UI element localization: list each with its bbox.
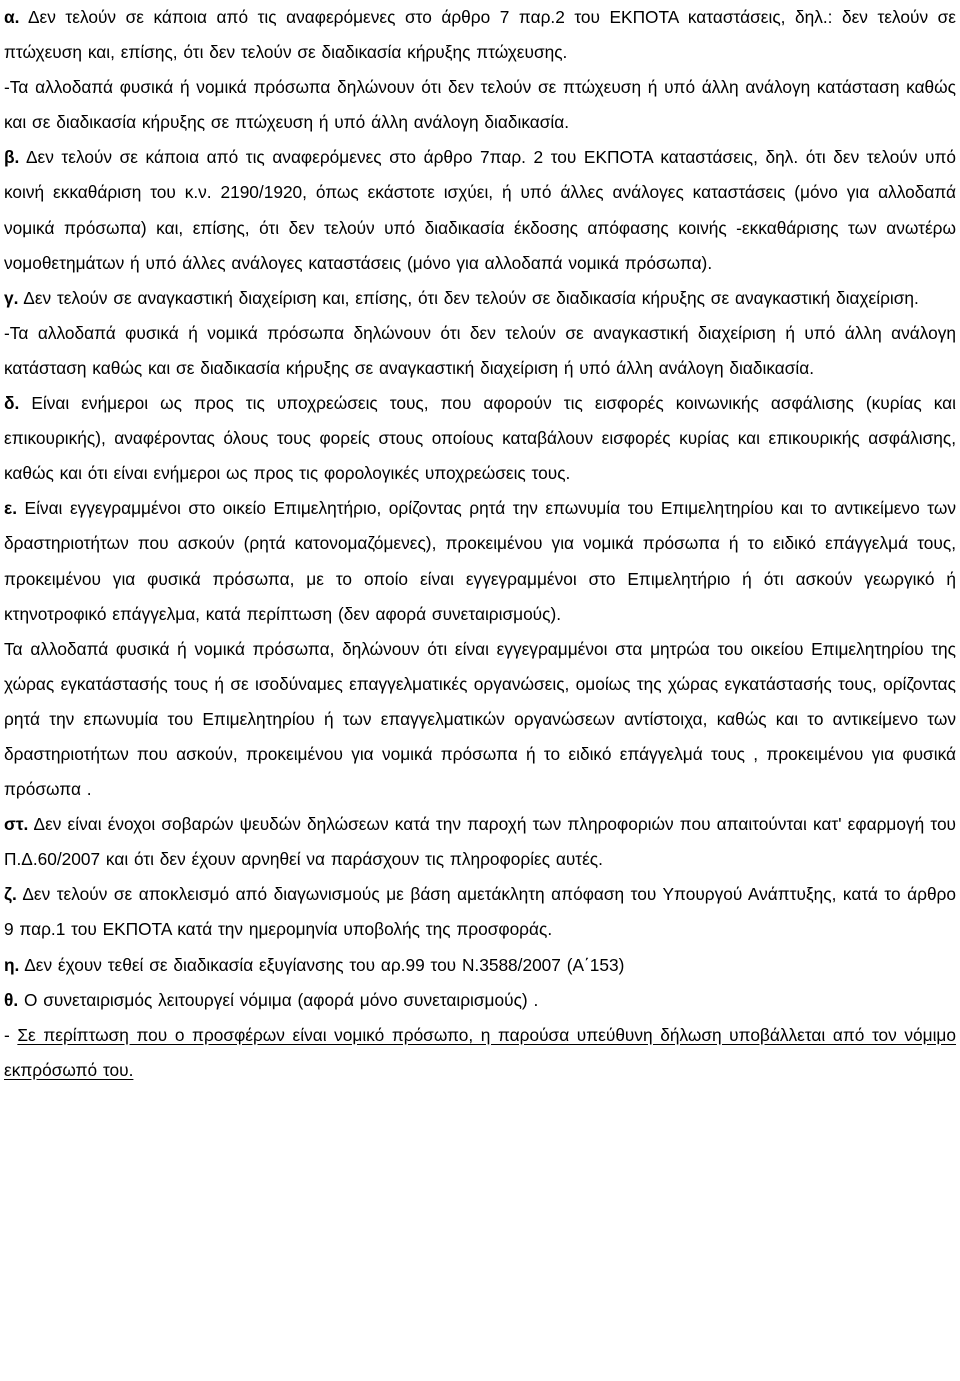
closing-note-dash: - [4, 1024, 18, 1045]
paragraph-label: στ. [4, 814, 29, 835]
paragraph-z [4, 877, 956, 947]
paragraph-label: ζ. [4, 884, 17, 905]
paragraph-text: Δεν τελούν σε κάποια από τις αναφερόμενες στο άρθρο 7 παρ.2 του ΕΚΠΟΤΑ καταστάσεις, δηλ.: δεν τελούν σε πτώχευση και, επίσης, ότι δεν τελούν σε διαδικασία κήρυξης πτώχευσης. [4, 7, 956, 63]
paragraph-e-foreign [4, 632, 956, 807]
paragraph-text: Δεν τελούν σε κάποια από τις αναφερόμενες στο άρθρο 7παρ. 2 του ΕΚΠΟΤΑ καταστάσεις, δηλ. ότι δεν τελούν υπό κοινή εκκαθάριση του κ.ν. 2190/1920, όπως εκάστοτε ισχύει, ή υπό άλλες ανάλογες καταστάσεις (μόνο για αλλοδαπά νομικά πρόσωπα) και, επίσης, ότι δεν τελούν υπό διαδικασία έκδοσης απόφασης κοινής -εκκαθάρισης των ανωτέρω νομοθετημάτων ή υπό άλλες ανάλογες καταστάσεις (μόνο για αλλοδαπά νομικά πρόσωπα). [4, 147, 956, 273]
paragraph-text: Δεν έχουν τεθεί σε διαδικασία εξυγίανσης του αρ.99 του Ν.3588/2007 (Α΄153) [19, 954, 625, 975]
paragraph-label: β. [4, 147, 20, 168]
paragraph-label: η. [4, 954, 20, 975]
paragraph-b [4, 140, 956, 280]
closing-note-text: Σε περίπτωση που ο προσφέρων είναι νομικό πρόσωπο, η παρούσα υπεύθυνη δήλωση υποβάλλεται από τον νόμιμο εκπρόσωπό του. [4, 1024, 957, 1080]
paragraph-c [4, 281, 956, 316]
paragraph-e [4, 491, 956, 631]
paragraph-text: Είναι ενήμεροι ως προς τις υποχρεώσεις τους, που αφορούν τις εισφορές κοινωνικής ασφάλισης (κυρίας και επικουρικής), αναφέροντας όλους τους φορείς στους οποίους καταβάλουν εισφορές κυρίας και επικουρικής ασφάλισης, καθώς και ότι είναι ενήμεροι ως προς τις φορολογικές υποχρεώσεις τους. [4, 393, 956, 484]
paragraph-label: α. [4, 7, 20, 27]
paragraph-h [4, 948, 956, 983]
paragraph-c-foreign [4, 316, 956, 386]
paragraph-label: ε. [4, 498, 18, 519]
paragraph-d [4, 386, 956, 491]
paragraph-a-foreign [4, 70, 956, 140]
paragraph-a [4, 0, 956, 70]
closing-note [4, 1018, 956, 1088]
paragraph-text: Τα αλλοδαπά φυσικά ή νομικά πρόσωπα, δηλώνουν ότι είναι εγγεγραμμένοι στα μητρώα του οικείου Επιμελητηρίου της χώρας εγκατάστασής τους ή σε ισοδύναμες επαγγελματικές οργανώσεις, ομοίως της χώρας εγκατάστασής τους, ορίζοντας ρητά την επωνυμία του Επιμελητηρίου ή των επαγγελματικών οργανώσεων αντίστοιχα, καθώς και το αντικείμενο των δραστηριοτήτων που ασκούν, προκειμένου για νομικά πρόσωπα ή το ειδικό επάγγελμά τους , προκειμένου για φυσικά πρόσωπα . [4, 638, 956, 800]
paragraph-label: δ. [4, 393, 20, 414]
paragraph-label: γ. [4, 287, 19, 308]
document-page [4, 0, 956, 1088]
paragraph-text: Δεν τελούν σε αποκλεισμό από διαγωνισμούς με βάση αμετάκλητη απόφαση του Υπουργού Ανάπτυξης, κατά το άρθρο 9 παρ.1 του ΕΚΠΟΤΑ κατά την ημερομηνία υποβολής της προσφοράς. [4, 884, 956, 940]
paragraph-text: Ο συνεταιρισμός λειτουργεί νόμιμα (αφορά μόνο συνεταιρισμούς) . [18, 989, 539, 1010]
paragraph-text: Είναι εγγεγραμμένοι στο οικείο Επιμελητήριο, ορίζοντας ρητά την επωνυμία του Επιμελητηρίου και το αντικείμενο των δραστηριοτήτων που ασκούν (ρητά κατονομαζόμενες), προκειμένου για νομικά πρόσωπα ή το ειδικό επάγγελμά τους, προκειμένου για φυσικά πρόσωπα, με το οποίο είναι εγγεγραμμένοι στο Επιμελητήριο ή ότι ασκούν γεωργικό ή κτηνοτροφικό επάγγελμα, κατά περίπτωση (δεν αφορά συνεταιρισμούς). [4, 498, 956, 624]
paragraph-text: -Τα αλλοδαπά φυσικά ή νομικά πρόσωπα δηλώνουν ότι δεν τελούν σε αναγκαστική διαχείριση ή υπό άλλη ανάλογη κατάσταση καθώς και σε διαδικασία κήρυξης σε αναγκαστική διαχείριση ή υπό άλλη ανάλογη διαδικασία. [4, 322, 956, 378]
paragraph-text: Δεν είναι ένοχοι σοβαρών ψευδών δηλώσεων κατά την παροχή των πληροφοριών που απαιτούνται κατ' εφαρμογή του Π.Δ.60/2007 και ότι δεν έχουν αρνηθεί να παράσχουν τις πληροφορίες αυτές. [4, 814, 956, 870]
paragraph-label: θ. [4, 989, 19, 1010]
paragraph-text: -Τα αλλοδαπά φυσικά ή νομικά πρόσωπα δηλώνουν ότι δεν τελούν σε πτώχευση ή υπό άλλη ανάλογη κατάσταση καθώς και σε διαδικασία κήρυξης σε πτώχευση ή υπό άλλη ανάλογη διαδικασία. [4, 77, 956, 133]
paragraph-st [4, 807, 956, 877]
paragraph-text: Δεν τελούν σε αναγκαστική διαχείριση και, επίσης, ότι δεν τελούν σε διαδικασία κήρυξης σε αναγκαστική διαχείριση. [18, 287, 919, 308]
paragraph-th [4, 983, 956, 1018]
